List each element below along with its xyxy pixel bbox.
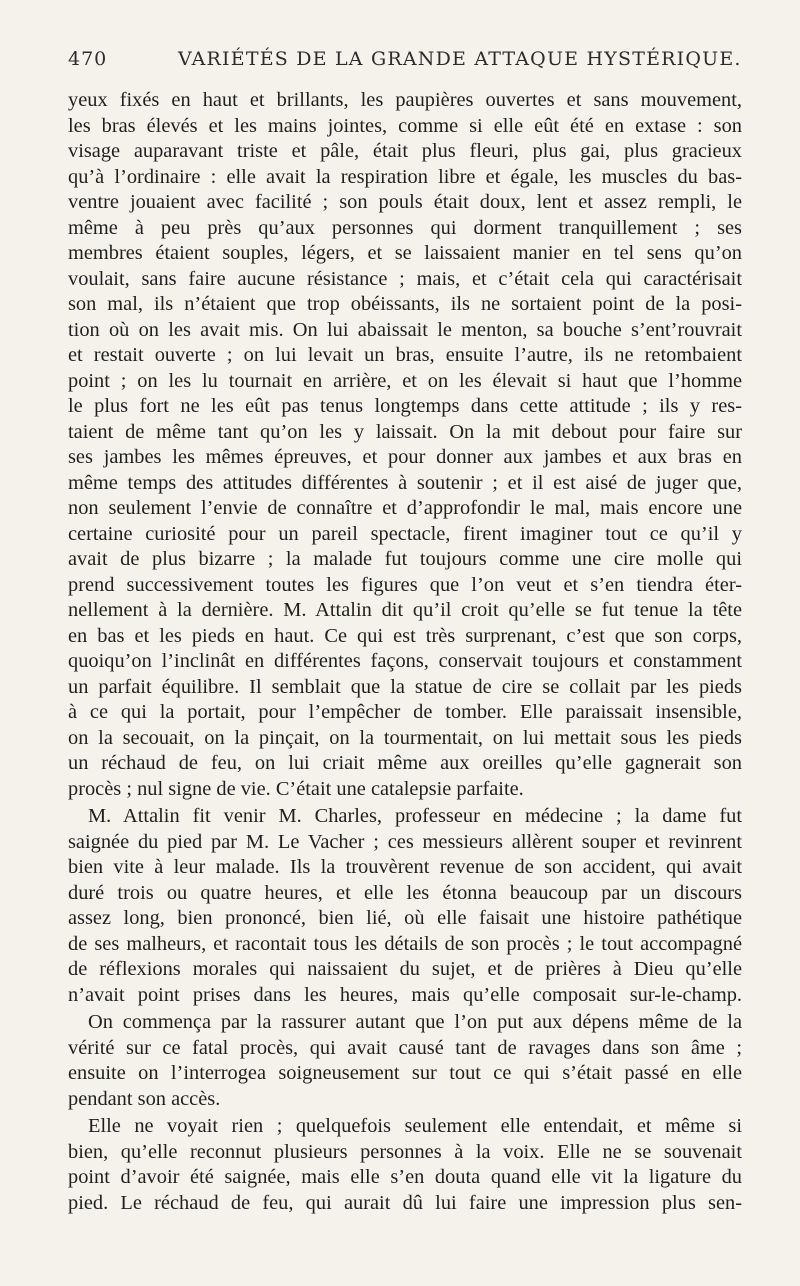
text-line: yeux fixés en haut et brillants, les paupières ouvertes et sans mouvement, (68, 89, 742, 111)
running-title: VARIÉTÉS DE LA GRANDE ATTAQUE HYSTÉRIQUE. (178, 48, 742, 70)
text-line: tion où on les avait mis. On lui abaissait le menton, sa bouche s’ent’rouvrait (68, 318, 742, 341)
text-line: en bas et les pieds en haut. Ce qui est très surprenant, c’est que son corps, (68, 624, 742, 647)
text-line: assez long, bien prononcé, bien lié, où elle faisait une histoire pathétique (68, 907, 742, 929)
text-line: un réchaud de feu, on lui criait même aux oreilles qu’elle gagnerait son (68, 752, 742, 774)
text-line: procès ; nul signe de vie. C’était une catalepsie parfaite. (68, 777, 524, 800)
page-header (68, 48, 742, 78)
text-line: même temps des attitudes différentes à soutenir ; et il est aisé de juger que, (68, 471, 742, 494)
text-line: ensuite on l’interrogea soigneusement sur tout ce qui s’était passé en elle (68, 1062, 742, 1084)
text-line: vérité sur ce fatal procès, qui avait causé tant de ravages dans son âme ; (68, 1036, 742, 1059)
text-line: on la secouait, on la pinçait, on la tourmentait, on lui mettait sous les pieds (68, 726, 742, 749)
text-line: visage auparavant triste et pâle, était plus fleuri, plus gai, plus gracieux (68, 140, 742, 162)
text-line: son mal, ils n’étaient que trop obéissants, ils ne sortaient point de la posi- (68, 293, 742, 315)
text-line: point d’avoir été saignée, mais elle s’en douta quand elle vit la ligature du (68, 1166, 742, 1188)
paragraph-2 (68, 804, 742, 1008)
text-line: duré trois ou quatre heures, et elle les étonna beaucoup par un discours (68, 881, 742, 904)
text-line: de réflexions morales qui naissaient du sujet, et de prières à Dieu qu’elle (68, 958, 742, 980)
text-line: n’avait point prises dans les heures, mais qu’elle composait sur-le-champ. (68, 983, 742, 1006)
paragraph-3 (68, 1010, 742, 1112)
text-line: ventre jouaient avec facilité ; son pouls était doux, lent et assez rempli, le (68, 191, 742, 213)
text-line: M. Attalin fit venir M. Charles, professeur en médecine ; la dame fut (88, 805, 742, 827)
text-line: même à peu près qu’aux personnes qui dorment tranquillement ; ses (68, 216, 742, 239)
text-line: point ; on les lu tournait en arrière, et on les élevait si haut que l’homme (68, 369, 742, 392)
text-line: bien vite à leur malade. Ils la trouvèrent revenue de son accident, qui avait (68, 856, 742, 878)
text-line: quoiqu’on l’inclinât en différentes façons, conservait toujours et constamment (68, 650, 742, 672)
text-line: et restait ouverte ; on lui levait un bras, ensuite l’autre, ils ne retombaient (68, 344, 742, 366)
paragraph-4 (68, 1114, 742, 1216)
text-line: pendant son accès. (68, 1087, 221, 1110)
text-line: membres étaient souples, légers, et se laissaient manier en tel sens qu’on (68, 242, 742, 264)
text-line: non seulement l’envie de connaître et d’approfondir le mal, mais encore une (68, 497, 742, 519)
text-line: avait de plus bizarre ; la malade fut toujours comme une cire molle qui (68, 548, 742, 570)
text-line: les bras élevés et les mains jointes, comme si elle eût été en extase : son (68, 114, 742, 137)
text-line: pied. Le réchaud de feu, qui aurait dû lui faire une impression plus sen- (68, 1191, 742, 1214)
text-line: certaine curiosité pour un pareil spectacle, firent imaginer tout ce qu’il y (68, 522, 742, 545)
text-line: voulait, sans faire aucune résistance ; mais, et c’était cela qui caractérisait (68, 267, 742, 290)
text-line: bien, qu’elle reconnut plusieurs personnes à la voix. Elle ne se souvenait (68, 1140, 742, 1163)
text-line: On commença par la rassurer autant que l’on put aux dépens même de la (88, 1011, 742, 1033)
text-line: nellement à la dernière. M. Attalin dit qu’il croit qu’elle se fut tenue la tête (68, 599, 742, 621)
text-line: un parfait équilibre. Il semblait que la statue de cire se collait par les pieds (68, 675, 742, 698)
text-line: saignée du pied par M. Le Vacher ; ces messieurs allèrent souper et revinrent (68, 830, 742, 853)
paragraph-1 (68, 88, 742, 802)
text-line: à ce qui la portait, pour l’empêcher de tomber. Elle paraissait insensible, (68, 701, 742, 723)
text-line: de ses malheurs, et racontait tous les détails de son procès ; le tout accompagné (68, 932, 742, 955)
page-number: 470 (68, 48, 108, 70)
text-line: le plus fort ne les eût pas tenus longtemps dans cette attitude ; ils y res- (68, 395, 742, 417)
text-line: prend successivement toutes les figures que l’on veut et s’en tiendra éter- (68, 573, 742, 596)
text-line: Elle ne voyait rien ; quelquefois seulement elle entendait, et même si (88, 1115, 742, 1137)
body-text (68, 88, 742, 1218)
text-line: ses jambes les mêmes épreuves, et pour donner aux jambes et aux bras en (68, 446, 742, 468)
text-line: taient de même tant qu’on les y laissait. On la mit debout pour faire sur (68, 420, 742, 443)
text-line: qu’à l’ordinaire : elle avait la respiration libre et égale, les muscles du bas- (68, 165, 742, 188)
